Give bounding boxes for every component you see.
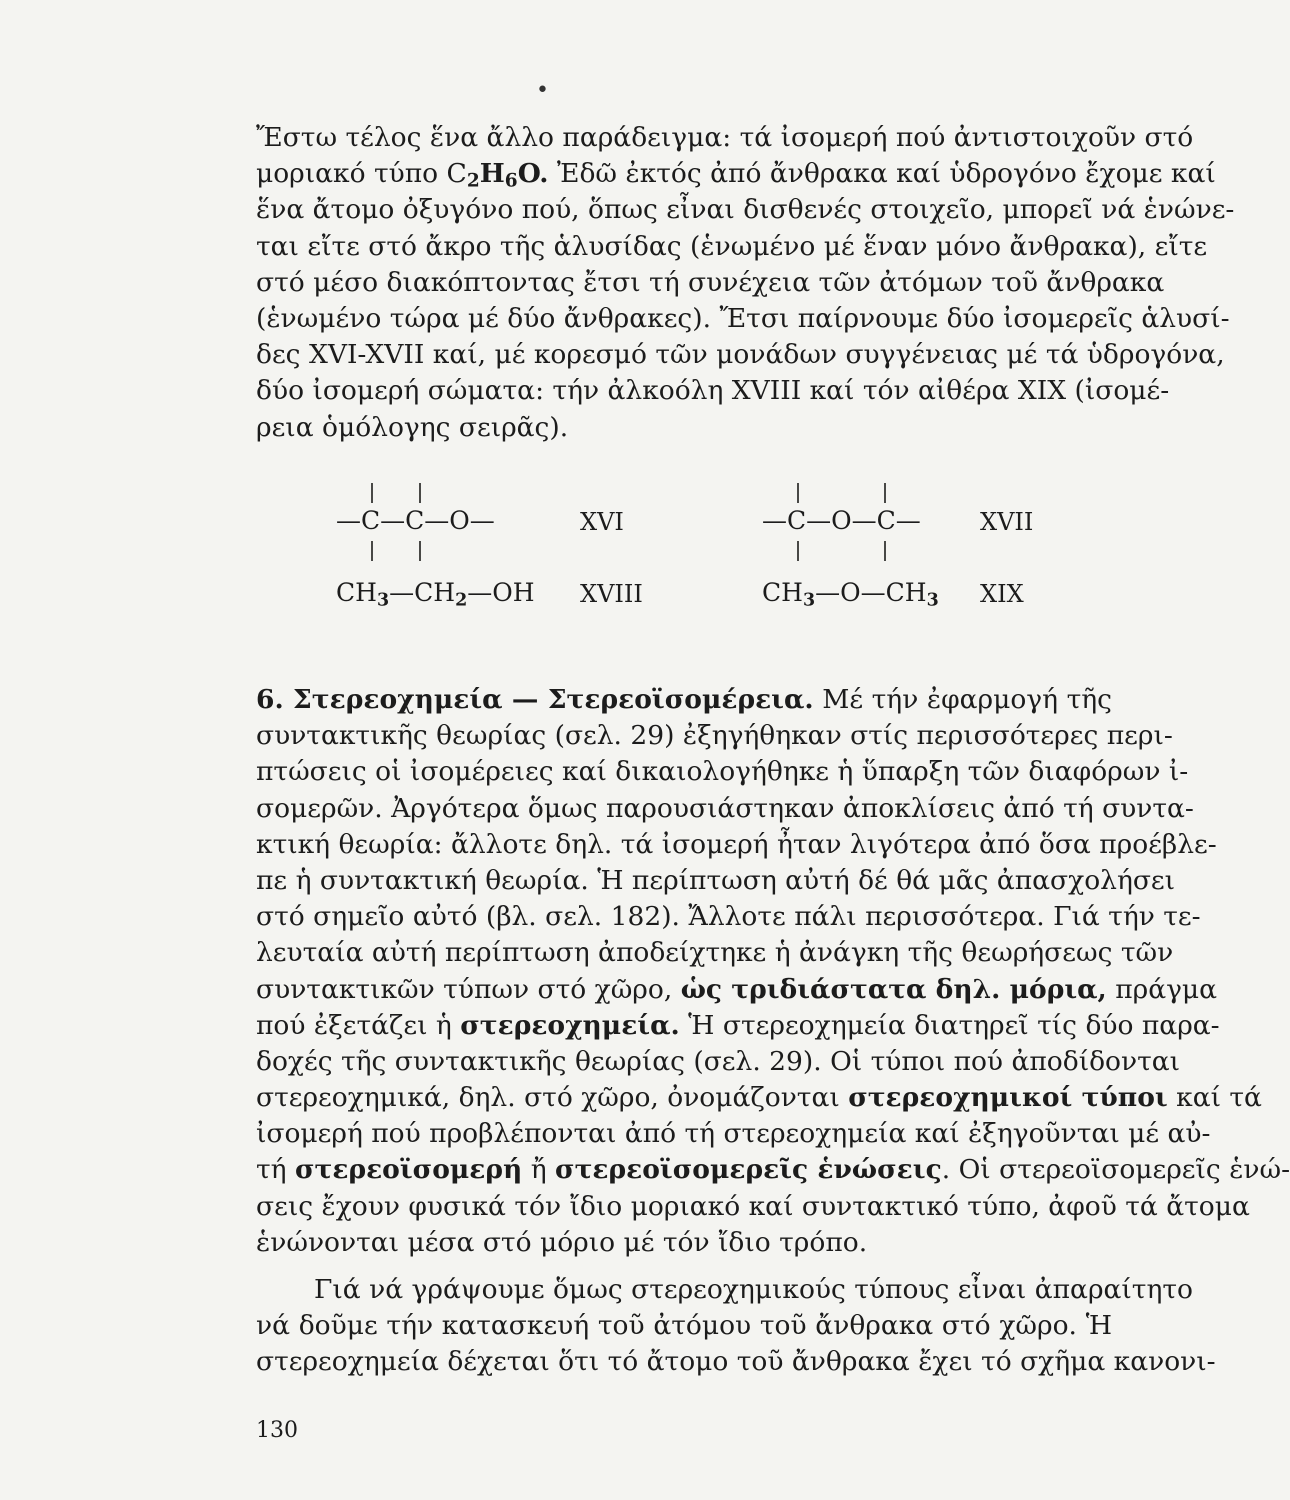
text-line: πε ἡ συντακτική θεωρία. Ἡ περίπτωση αὐτή δέ θά μᾶς ἀπασχολήσει <box>256 864 1176 896</box>
section-heading: 6. Στερεοχημεία — Στερεοϊσομέρεια. <box>256 684 814 715</box>
text-line: ται εἴτε στό ἄκρο τῆς ἁλυσίδας (ἑνωμένο μέ ἕναν μόνο ἄνθρακα), εἴτε <box>256 230 1208 262</box>
text-line: στερεοχημικά, δηλ. στό χῶρο, ὀνομάζονται στερεοχημικοί τύποι καί τά <box>256 1082 1262 1114</box>
text-line: πού ἐξετάζει ἡ στερεοχημεία. Ἡ στερεοχημεία διατηρεῖ τίς δύο παρα- <box>256 1009 1220 1041</box>
text-line: ρεια ὁμόλογης σειρᾶς). <box>256 411 569 443</box>
formula-xix: $CH_3—O—CH_3$ <box>762 578 939 611</box>
paragraph-stereochemical-formulas <box>256 1272 1216 1381</box>
text-line: πτώσεις οἱ ἰσομέρειες καί δικαιολογήθηκε ἡ ὕπαρξη τῶν διαφόρων ἰ- <box>256 756 1189 788</box>
text-line: ἰσομερή πού προβλέπονται ἀπό τή στερεοχημεία καί ἐξηγοῦνται μέ αὐ- <box>256 1118 1211 1150</box>
text-line: ἕνα ἄτομο ὀξυγόνο πού, ὅπως εἶναι δισθενές στοιχεῖο, μπορεῖ νά ἑνώνε- <box>256 194 1235 226</box>
page-number: 130 <box>256 1418 298 1443</box>
formula-xviii: $CH_3—CH_2—OH$ <box>336 578 535 611</box>
text-line: (ἑνωμένο τώρα μέ δύο ἄνθρακες). Ἔτσι παίρνουμε δύο ἰσομερεῖς ἁλυσί- <box>256 302 1230 334</box>
text-line: τή στερεοϊσομερή ἤ στερεοϊσομερεῖς ἑνώσεις. Οἱ στερεοϊσομερεῖς ἑνώ- <box>256 1154 1290 1186</box>
text-line: 6. Στερεοχημεία — Στερεοϊσομέρεια. Μέ τήν ἐφαρμογή τῆς <box>256 684 1112 715</box>
text-line: στό μέσο διακόπτοντας ἔτσι τή συνέχεια τῶν ἀτόμων τοῦ ἄνθρακα <box>256 266 1165 298</box>
text-line: κτική θεωρία: ἄλλοτε δηλ. τά ἰσομερή ἦταν λιγότερα ἀπό ὅσα προέβλε- <box>256 828 1217 860</box>
text-line: Ἔστω τέλος ἕνα ἄλλο παράδειγμα: τά ἰσομερή πού ἀντιστοιχοῦν στό <box>256 122 1194 153</box>
text-line: στό σημεῖο αὐτό (βλ. σελ. 182). Ἄλλοτε πάλι περισσότερα. Γιά τήν τε- <box>256 901 1201 933</box>
structure-xvi-label: XVI <box>580 508 624 536</box>
text-line: ἑνώνονται μέσα στό μόριο μέ τόν ἴδιο τρόπο. <box>256 1226 868 1258</box>
stray-mark: • <box>536 78 549 103</box>
structure-xvi-chain: —C—C—O— <box>336 506 495 535</box>
text-line: Γιά νά γράψουμε ὅμως στερεοχημικούς τύπους εἶναι ἀπαραίτητο <box>314 1274 1193 1305</box>
text-line: συντακτικῆς θεωρίας (σελ. 29) ἐξηγήθηκαν στίς περισσότερες περι- <box>256 720 1173 752</box>
structure-xvii-chain: —C—O—C— <box>762 506 921 535</box>
text-line: σεις ἔχουν φυσικά τόν ἴδιο μοριακό καί συντακτικό τύπο, ἀφοῦ τά ἄτομα <box>256 1190 1250 1222</box>
structure-xvii-label: XVII <box>980 508 1034 536</box>
text-line: δες XVI-XVII καί, μέ κορεσμό τῶν μονάδων συγγένειας μέ τά ὑδρογόνα, <box>256 339 1225 371</box>
text-line: στερεοχημεία δέχεται ὅτι τό ἄτομο τοῦ ἄνθρακα ἔχει τό σχῆμα κανονι- <box>256 1346 1216 1378</box>
text-line: δοχές τῆς συντακτικῆς θεωρίας (σελ. 29). Οἱ τύποι πού ἀποδίδονται <box>256 1045 1181 1077</box>
formula-xviii-label: XVIII <box>580 580 643 608</box>
paragraph-stereochemistry <box>256 682 1290 1261</box>
text-line: λευταία αὐτή περίπτωση ἀποδείχτηκε ἡ ἀνάγκη τῆς θεωρήσεως τῶν <box>256 937 1174 969</box>
text-line: συντακτικῶν τύπων στό χῶρο, ὡς τριδιάστατα δηλ. μόρια, πράγμα <box>256 973 1218 1005</box>
text-line: νά δοῦμε τήν κατασκευή τοῦ ἀτόμου τοῦ ἄνθρακα στό χῶρο. Ἡ <box>256 1310 1112 1342</box>
text-line: σομερῶν. Ἀργότερα ὅμως παρουσιάστηκαν ἀποκλίσεις ἀπό τή συντα- <box>256 792 1194 824</box>
text-line: δύο ἰσομερή σώματα: τήν ἀλκοόλη XVIII καί τόν αἰθέρα XIX (ἰσομέ- <box>256 375 1170 407</box>
formula-xix-label: XIX <box>980 580 1024 608</box>
text-line: μοριακό τύπο $C_2H_6O$. Ἐδῶ ἐκτός ἀπό ἄνθρακα καί ὑδρογόνο ἔχομε καί <box>256 158 1216 192</box>
